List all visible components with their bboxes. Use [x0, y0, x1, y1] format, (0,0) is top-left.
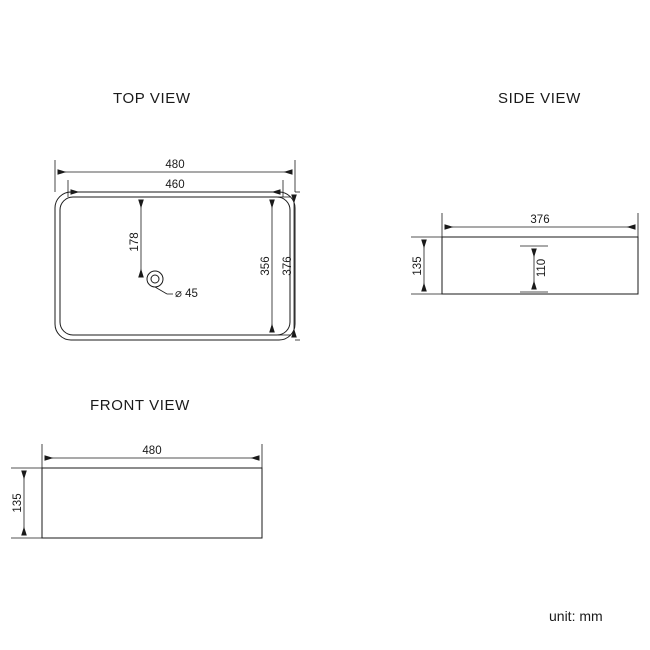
dim-top-inner-width: 460	[165, 179, 185, 191]
side-view-dimensions	[411, 213, 638, 294]
dim-top-drain-offset: 178	[129, 232, 141, 252]
dim-side-inner-height: 110	[536, 258, 548, 278]
dim-top-overall-depth: 376	[282, 256, 294, 276]
dim-side-depth: 376	[530, 214, 550, 226]
top-view-dimensions	[55, 159, 300, 340]
front-view-dimensions	[11, 444, 262, 538]
view-title-side: SIDE VIEW	[498, 90, 581, 107]
dim-top-drain-diameter: ⌀ 45	[175, 288, 198, 300]
unit-note: unit: mm	[549, 608, 603, 624]
top-view-geometry	[55, 192, 295, 340]
dim-front-height: 135	[12, 493, 24, 513]
dim-side-height: 135	[412, 256, 424, 276]
dim-top-overall-width: 480	[165, 159, 185, 171]
dim-front-width: 480	[142, 445, 162, 457]
dim-top-inner-depth: 356	[260, 256, 272, 276]
view-title-front: FRONT VIEW	[90, 397, 190, 414]
view-title-top: TOP VIEW	[113, 90, 191, 107]
front-view-geometry	[42, 468, 262, 538]
